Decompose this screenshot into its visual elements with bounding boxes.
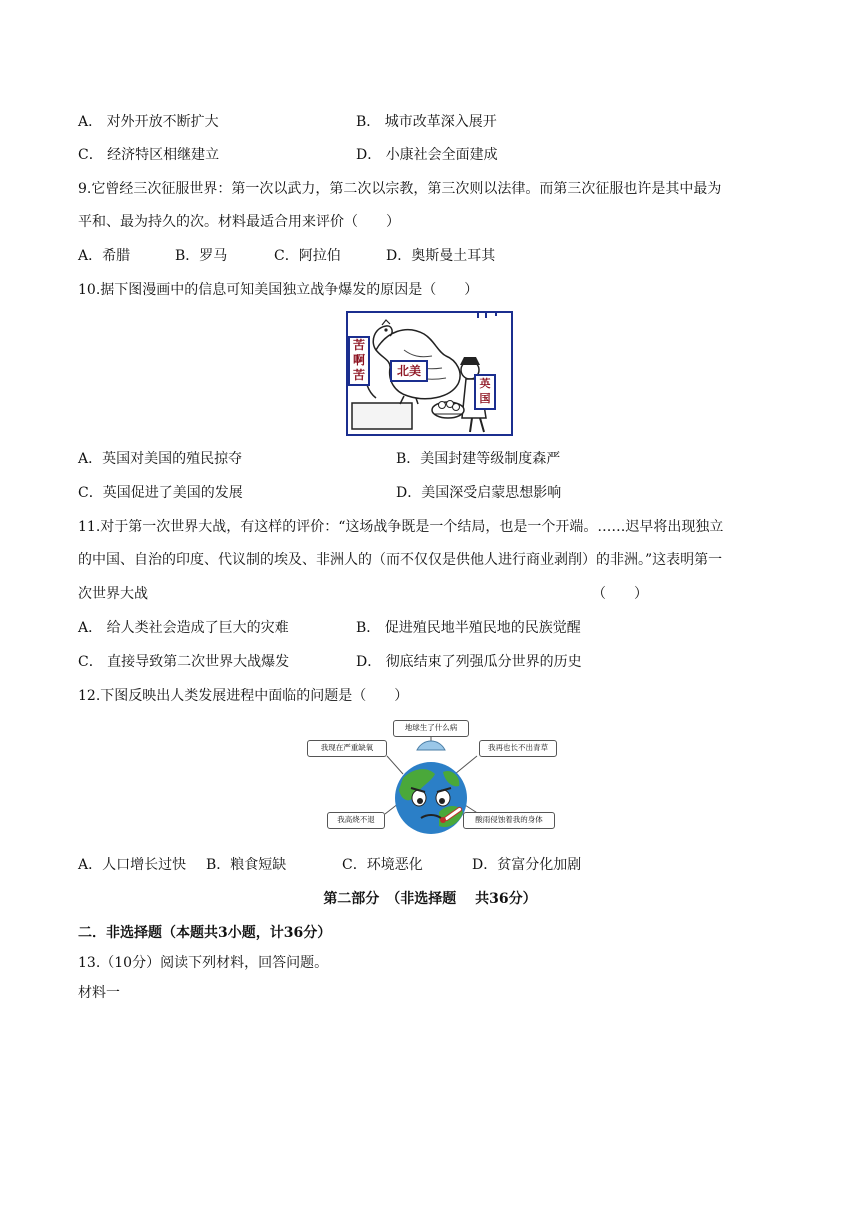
q12-stem: 12.下图反映出人类发展进程中面临的问题是（ ） bbox=[78, 688, 409, 704]
q9-option-a: A．希腊 bbox=[78, 248, 131, 264]
bubble-top: 地球生了什么病 bbox=[393, 720, 469, 737]
q11-stem-line2: 的中国、自治的印度、代议制的埃及、非洲人的（而不仅仅是供他人进行商业剥削）的非洲。”这表明第一 bbox=[78, 552, 723, 568]
q10-option-c: C．英国促进了美国的发展 bbox=[78, 485, 243, 501]
part2-heading: 第二部分 （非选择题 共36分） bbox=[323, 891, 537, 907]
q10-option-d: D．美国深受启蒙思想影响 bbox=[396, 485, 562, 501]
q11-option-d: D． 彻底结束了列强瓜分世界的历史 bbox=[356, 654, 582, 670]
q8-option-a: A． 对外开放不断扩大 bbox=[78, 114, 219, 130]
q12-option-a: A．人口增长过快 bbox=[78, 857, 187, 873]
colonial-comic-image bbox=[346, 310, 514, 438]
q12-option-b: B．粮食短缺 bbox=[206, 857, 287, 873]
bubble-right-top: 我再也长不出青草 bbox=[479, 740, 557, 757]
q11-option-a: A． 给人类社会造成了巨大的灾难 bbox=[78, 620, 289, 636]
q10-option-a: A．英国对美国的殖民掠夺 bbox=[78, 451, 243, 467]
comic-label-center: 北美 bbox=[390, 360, 428, 382]
q11-stem-line3: 次世界大战 bbox=[78, 586, 148, 602]
q10-stem: 10.据下图漫画中的信息可知美国独立战争爆发的原因是（ ） bbox=[78, 282, 479, 298]
q9-stem-line1: 9.它曾经三次征服世界：第一次以武力，第二次以宗教，第三次则以法律。而第三次征服也许是其中最为 bbox=[78, 181, 722, 197]
q11-option-c: C． 直接导致第二次世界大战爆发 bbox=[78, 654, 290, 670]
q9-option-b: B．罗马 bbox=[175, 248, 228, 264]
comic-label-right: 英国 bbox=[474, 374, 496, 410]
bubble-left-bottom: 我高烧不退 bbox=[327, 812, 385, 829]
q8-option-d: D． 小康社会全面建成 bbox=[356, 147, 498, 163]
q11-stem-line1: 11.对于第一次世界大战，有这样的评价：“这场战争既是一个结局，也是一个开端。……迟早将出现独立 bbox=[78, 519, 724, 535]
q12-option-c: C．环境恶化 bbox=[342, 857, 423, 873]
bubble-right-bottom: 酸雨侵蚀着我的身体 bbox=[463, 812, 555, 829]
q13-stem: 13.（10分）阅读下列材料，回答问题。 bbox=[78, 955, 329, 971]
comic-label-left: 苦啊苦 bbox=[348, 336, 370, 386]
q8-option-c: C． 经济特区相继建立 bbox=[78, 147, 220, 163]
bubble-left-top: 我现在严重缺氧 bbox=[307, 740, 387, 757]
q9-stem-line2: 平和、最为持久的次。材料最适合用来评价（ ） bbox=[78, 214, 400, 230]
q9-option-c: C．阿拉伯 bbox=[274, 248, 341, 264]
q12-option-d: D．贫富分化加剧 bbox=[472, 857, 582, 873]
q10-option-b: B．美国封建等级制度森严 bbox=[396, 451, 561, 467]
sick-earth-image bbox=[305, 716, 557, 840]
part2-section-title: 二．非选择题（本题共3小题，计36分） bbox=[78, 925, 332, 941]
q8-option-b: B． 城市改革深入展开 bbox=[356, 114, 497, 130]
q11-option-b: B． 促进殖民地半殖民地的民族觉醒 bbox=[356, 620, 581, 636]
q9-option-d: D．奥斯曼土耳其 bbox=[386, 248, 496, 264]
q13-material-label: 材料一 bbox=[78, 985, 120, 1001]
q11-answer-blank: （ ） bbox=[592, 586, 648, 602]
